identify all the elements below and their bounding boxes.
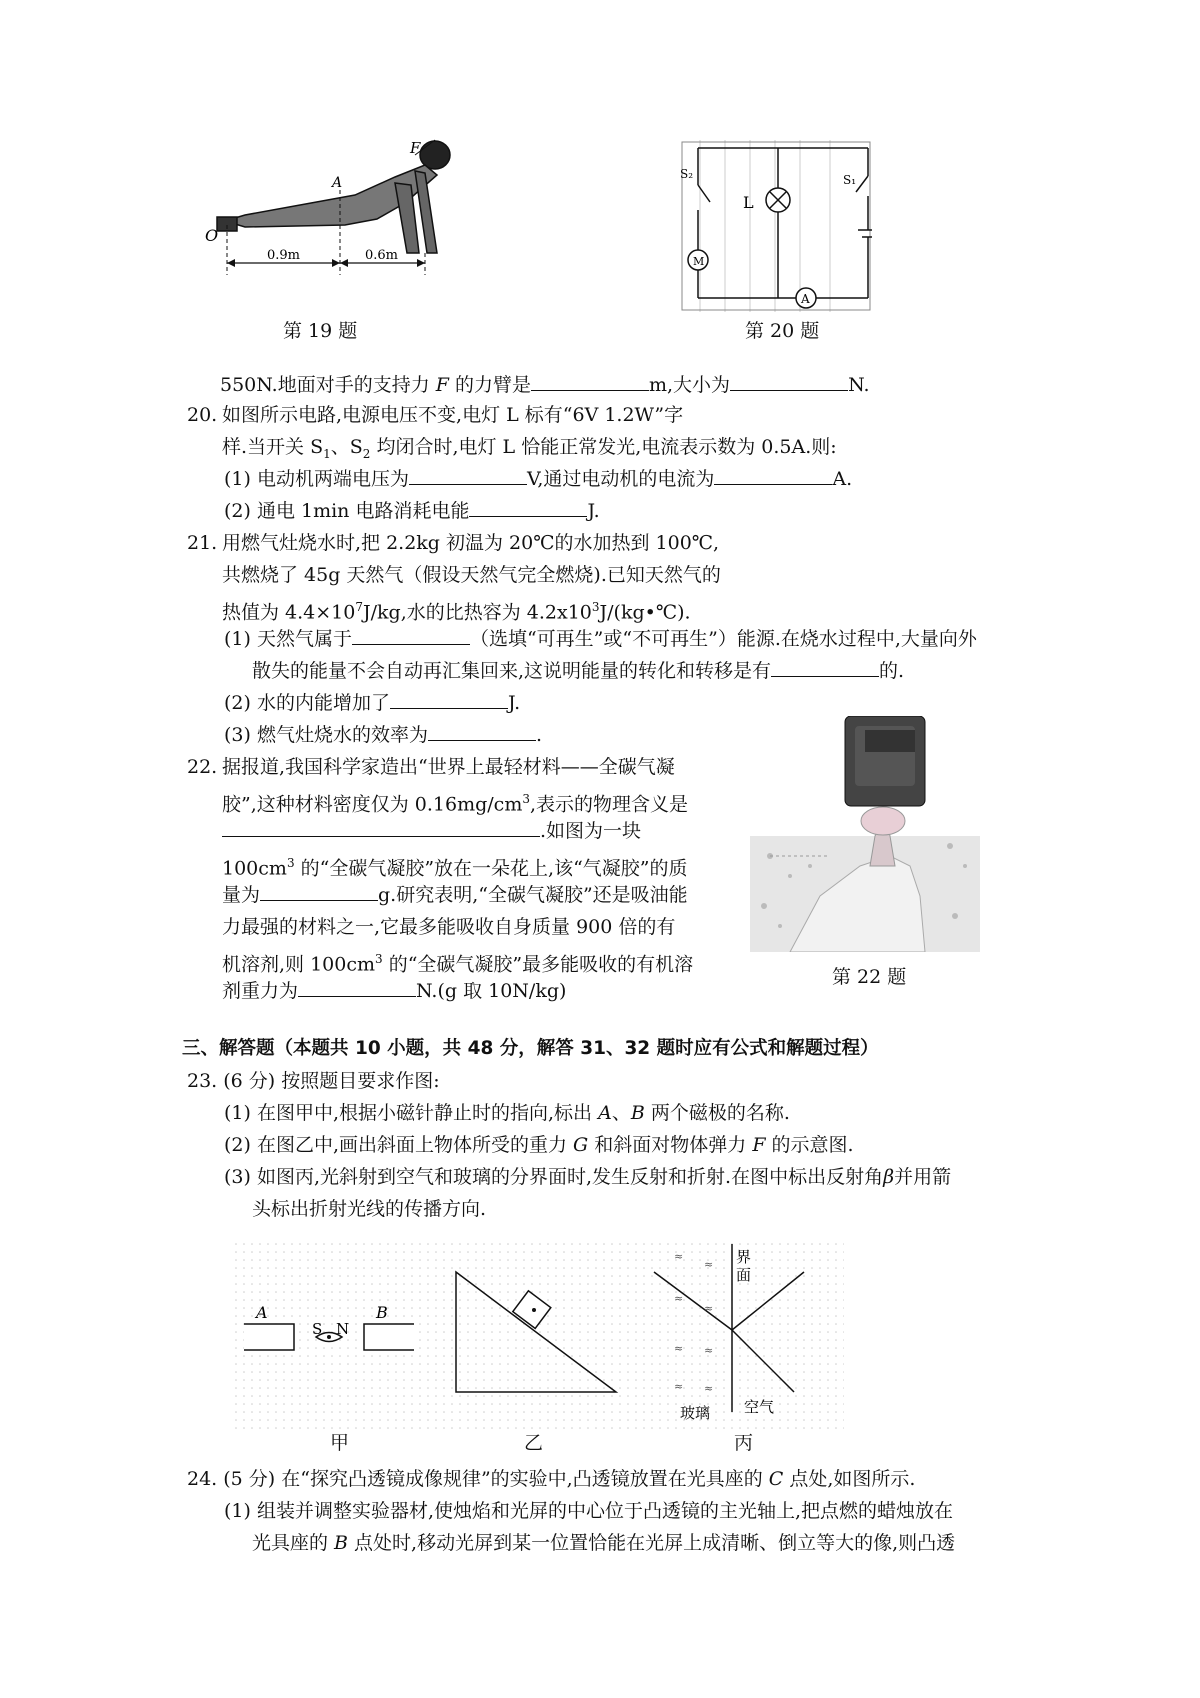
label-B: B bbox=[376, 1303, 388, 1322]
q21-line3: 热值为 $4.4\times 10^7J/kg$,水的比热容为 $4.2x10^3J/(kg•℃)$. bbox=[222, 600, 691, 624]
q22-line7: 机溶剂,则 $100cm^3$ 的“全碳气凝胶”最多能吸收的有机溶 bbox=[222, 952, 694, 976]
q22-line3: .如图为一块 bbox=[222, 816, 641, 846]
label-mian: 面 bbox=[736, 1266, 752, 1284]
q19-line: 550N.地面对手的支持力 F 的力臂是 m,大小为 N. bbox=[220, 370, 870, 400]
svg-text:≈: ≈ bbox=[704, 1344, 714, 1357]
q20-sub1: (1) 电动机两端电压为 V,通过电动机的电流为 A. bbox=[224, 464, 852, 494]
label-A: A bbox=[256, 1303, 268, 1322]
figure-20 bbox=[680, 140, 872, 312]
q21-line1: 用燃气灶烧水时,把 2.2kg 初温为 20℃的水加热到 100℃, bbox=[222, 532, 720, 554]
blank[interactable] bbox=[298, 976, 416, 997]
q24-sub1a: (1) 组装并调整实验器材,使烛焰和光屏的中心位于凸透镜的主光轴上,把点燃的蜡烛放在 bbox=[224, 1500, 954, 1522]
svg-text:≈: ≈ bbox=[674, 1292, 684, 1305]
q20-number: 20. bbox=[187, 404, 218, 426]
figure-22-caption: 第 22 题 bbox=[832, 966, 907, 988]
aerogel-photo bbox=[750, 716, 980, 952]
label-N: N bbox=[336, 1320, 350, 1338]
q21-number: 21. bbox=[187, 532, 218, 554]
blank[interactable] bbox=[771, 656, 879, 677]
q22-line4: $100cm^3$ 的“全碳气凝胶”放在一朵花上,该“气凝胶”的质 bbox=[222, 856, 688, 880]
blank[interactable] bbox=[469, 496, 587, 517]
blank[interactable] bbox=[409, 464, 527, 485]
label-O: O bbox=[205, 226, 219, 245]
blank[interactable] bbox=[390, 688, 508, 709]
figure-yi-caption: 乙 bbox=[524, 1432, 544, 1454]
magnet-incline-refraction-diagrams bbox=[234, 1242, 844, 1430]
q20-sub2: (2) 通电 1min 电路消耗电能 J. bbox=[224, 496, 600, 526]
q20-line1: 如图所示电路,电源电压不变,电灯 L 标有“6V 1.2W”字 bbox=[222, 404, 684, 426]
svg-text:≈: ≈ bbox=[704, 1302, 714, 1315]
dimension-0.6m: 0.6m bbox=[365, 248, 399, 263]
blank[interactable] bbox=[428, 720, 536, 741]
q20-line2: 样.当开关 $S_1$、$S_2$ 均闭合时,电灯 L 恰能正常发光,电流表示数为 0.5A.则: bbox=[222, 436, 837, 461]
figure-19 bbox=[205, 135, 455, 285]
pushup-diagram bbox=[205, 135, 455, 285]
svg-text:≈: ≈ bbox=[674, 1250, 684, 1263]
blank[interactable] bbox=[260, 880, 378, 901]
q23-sub1: (1) 在图甲中,根据小磁针静止时的指向,标出 A、B 两个磁极的名称. bbox=[224, 1102, 790, 1124]
q21-sub1b: 散失的能量不会自动再汇集回来,这说明能量的转化和转移是有 的. bbox=[252, 656, 904, 686]
svg-text:≈: ≈ bbox=[704, 1382, 714, 1395]
label-S2: S₂ bbox=[680, 167, 694, 181]
figure-20-caption: 第 20 题 bbox=[745, 320, 820, 342]
q21-sub1a: (1) 天然气属于 （选填“可再生”或“不可再生”）能源.在烧水过程中,大量向外 bbox=[224, 624, 977, 654]
svg-text:≈: ≈ bbox=[704, 1258, 714, 1271]
blank[interactable] bbox=[222, 816, 540, 837]
q22-number: 22. bbox=[187, 756, 218, 778]
label-jie: 界 bbox=[736, 1248, 752, 1266]
q21-line2: 共燃烧了 45g 天然气（假设天然气完全燃烧).已知天然气的 bbox=[222, 564, 721, 586]
q24-sub1b: 光具座的 B 点处时,移动光屏到某一位置恰能在光屏上成清晰、倒立等大的像,则凸透 bbox=[252, 1532, 956, 1554]
q22-line1: 据报道,我国科学家造出“世界上最轻材料——全碳气凝 bbox=[222, 756, 675, 778]
circuit-diagram bbox=[680, 140, 872, 312]
q22-line6: 力最强的材料之一,它最多能吸收自身质量 900 倍的有 bbox=[222, 916, 676, 938]
label-L: L bbox=[743, 193, 754, 212]
label-air: 空气 bbox=[744, 1398, 775, 1416]
q23-line0: 23. (6 分) 按照题目要求作图: bbox=[187, 1070, 440, 1092]
label-ammeter-A: A bbox=[801, 292, 810, 306]
q22-line5: 量为 g.研究表明,“全碳气凝胶”还是吸油能 bbox=[222, 880, 688, 910]
q21-sub3: (3) 燃气灶烧水的效率为 . bbox=[224, 720, 542, 750]
label-S1: S₁ bbox=[843, 173, 857, 187]
q23-sub2: (2) 在图乙中,画出斜面上物体所受的重力 G 和斜面对物体弹力 F 的示意图. bbox=[224, 1134, 854, 1156]
blank[interactable] bbox=[531, 370, 649, 391]
q23-figures bbox=[234, 1242, 844, 1430]
q23-sub3a: (3) 如图丙,光斜射到空气和玻璃的分界面时,发生反射和折射.在图中标出反射角β并用箭 bbox=[224, 1166, 952, 1188]
q24-line0: 24. (5 分) 在“探究凸透镜成像规律”的实验中,凸透镜放置在光具座的 C 点处,如图所示. bbox=[187, 1468, 916, 1490]
q22-line8: 剂重力为 N.(g 取 10N/kg) bbox=[222, 976, 566, 1006]
q21-sub2: (2) 水的内能增加了 J. bbox=[224, 688, 520, 718]
blank[interactable] bbox=[352, 624, 470, 645]
label-S: S bbox=[312, 1320, 323, 1338]
figure-bing-caption: 丙 bbox=[734, 1432, 754, 1454]
q23-sub3b: 头标出折射光线的传播方向. bbox=[252, 1198, 487, 1220]
q22-line2: 胶”,这种材料密度仅为 $0.16mg/cm^3$,表示的物理含义是 bbox=[222, 792, 689, 816]
figure-jia-caption: 甲 bbox=[330, 1432, 350, 1454]
label-F: F bbox=[410, 139, 421, 157]
dimension-0.9m: 0.9m bbox=[267, 248, 301, 263]
label-A: A bbox=[332, 175, 343, 191]
label-M: M bbox=[693, 255, 705, 268]
blank[interactable] bbox=[730, 370, 848, 391]
aerogel-on-flower-image bbox=[750, 716, 980, 952]
svg-text:≈: ≈ bbox=[674, 1380, 684, 1393]
svg-text:≈: ≈ bbox=[674, 1342, 684, 1355]
section-3-title: 三、解答题（本题共 10 小题，共 48 分，解答 31、32 题时应有公式和解题过程） bbox=[182, 1038, 879, 1059]
blank[interactable] bbox=[714, 464, 832, 485]
figure-19-caption: 第 19 题 bbox=[283, 320, 358, 342]
label-glass: 玻璃 bbox=[680, 1404, 711, 1422]
